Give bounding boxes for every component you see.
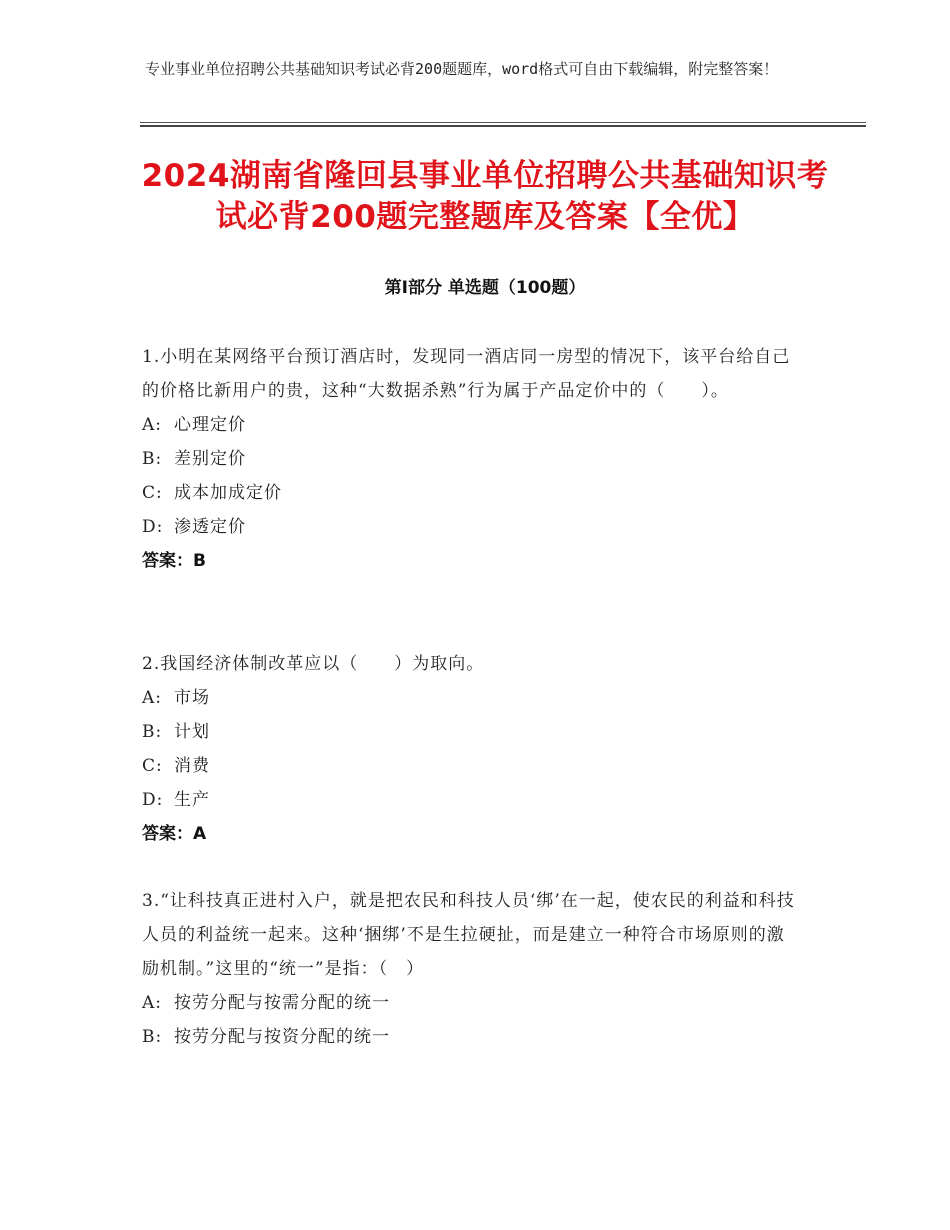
header-note: 专业事业单位招聘公共基础知识考试必背200题题库，word格式可自由下载编辑，附完整答案！	[145, 60, 779, 78]
header-rule-thick	[140, 125, 866, 127]
header-rule-thin	[140, 122, 866, 123]
option-b	[142, 1020, 802, 1054]
option-text: 市场	[174, 688, 210, 708]
option-b	[142, 715, 802, 749]
option-c	[142, 476, 802, 510]
answer-line: 答案：B	[142, 551, 206, 571]
answer-line: 答案：A	[142, 824, 207, 844]
option-text: 按劳分配与按资分配的统一	[174, 1027, 390, 1047]
option-text: 渗透定价	[174, 517, 246, 537]
option-d	[142, 510, 802, 544]
option-key: B:	[142, 449, 163, 469]
option-key: D:	[142, 517, 164, 537]
question-text: 3.“让科技真正进村入户，就是把农民和科技人员‘绑’在一起，使农民的利益和科技人员的利益统一起来。这种‘捆绑’不是生拉硬扯，而是建立一种符合市场原则的激励机制。”这里的“统一”是指：（ ）	[142, 891, 795, 979]
option-key: B:	[142, 722, 163, 742]
option-key: A:	[142, 993, 163, 1013]
option-a	[142, 986, 802, 1020]
option-text: 心理定价	[174, 415, 246, 435]
question-1	[142, 340, 802, 578]
option-key: A:	[142, 415, 163, 435]
option-c	[142, 749, 802, 783]
option-b	[142, 442, 802, 476]
question-text: 1.小明在某网络平台预订酒店时，发现同一酒店同一房型的情况下，该平台给自己的价格比新用户的贵，这种“大数据杀熟”行为属于产品定价中的（ ）。	[142, 347, 791, 401]
option-key: C:	[142, 756, 163, 776]
option-text: 按劳分配与按需分配的统一	[174, 993, 390, 1013]
option-key: A:	[142, 688, 163, 708]
question-3	[142, 884, 802, 1054]
document-title: 2024湖南省隆回县事业单位招聘公共基础知识考试必背200题完整题库及答案【全优】	[141, 158, 829, 235]
option-text: 消费	[174, 756, 210, 776]
option-d	[142, 783, 802, 817]
question-text: 2.我国经济体制改革应以（ ）为取向。	[142, 654, 485, 674]
option-key: C:	[142, 483, 163, 503]
question-2	[142, 647, 802, 851]
option-key: B:	[142, 1027, 163, 1047]
option-a	[142, 408, 802, 442]
option-text: 生产	[174, 790, 210, 810]
option-text: 计划	[174, 722, 210, 742]
option-key: D:	[142, 790, 164, 810]
option-a	[142, 681, 802, 715]
option-text: 差别定价	[174, 449, 246, 469]
option-text: 成本加成定价	[174, 483, 282, 503]
section-title: 第Ⅰ部分 单选题（100题）	[384, 278, 586, 298]
